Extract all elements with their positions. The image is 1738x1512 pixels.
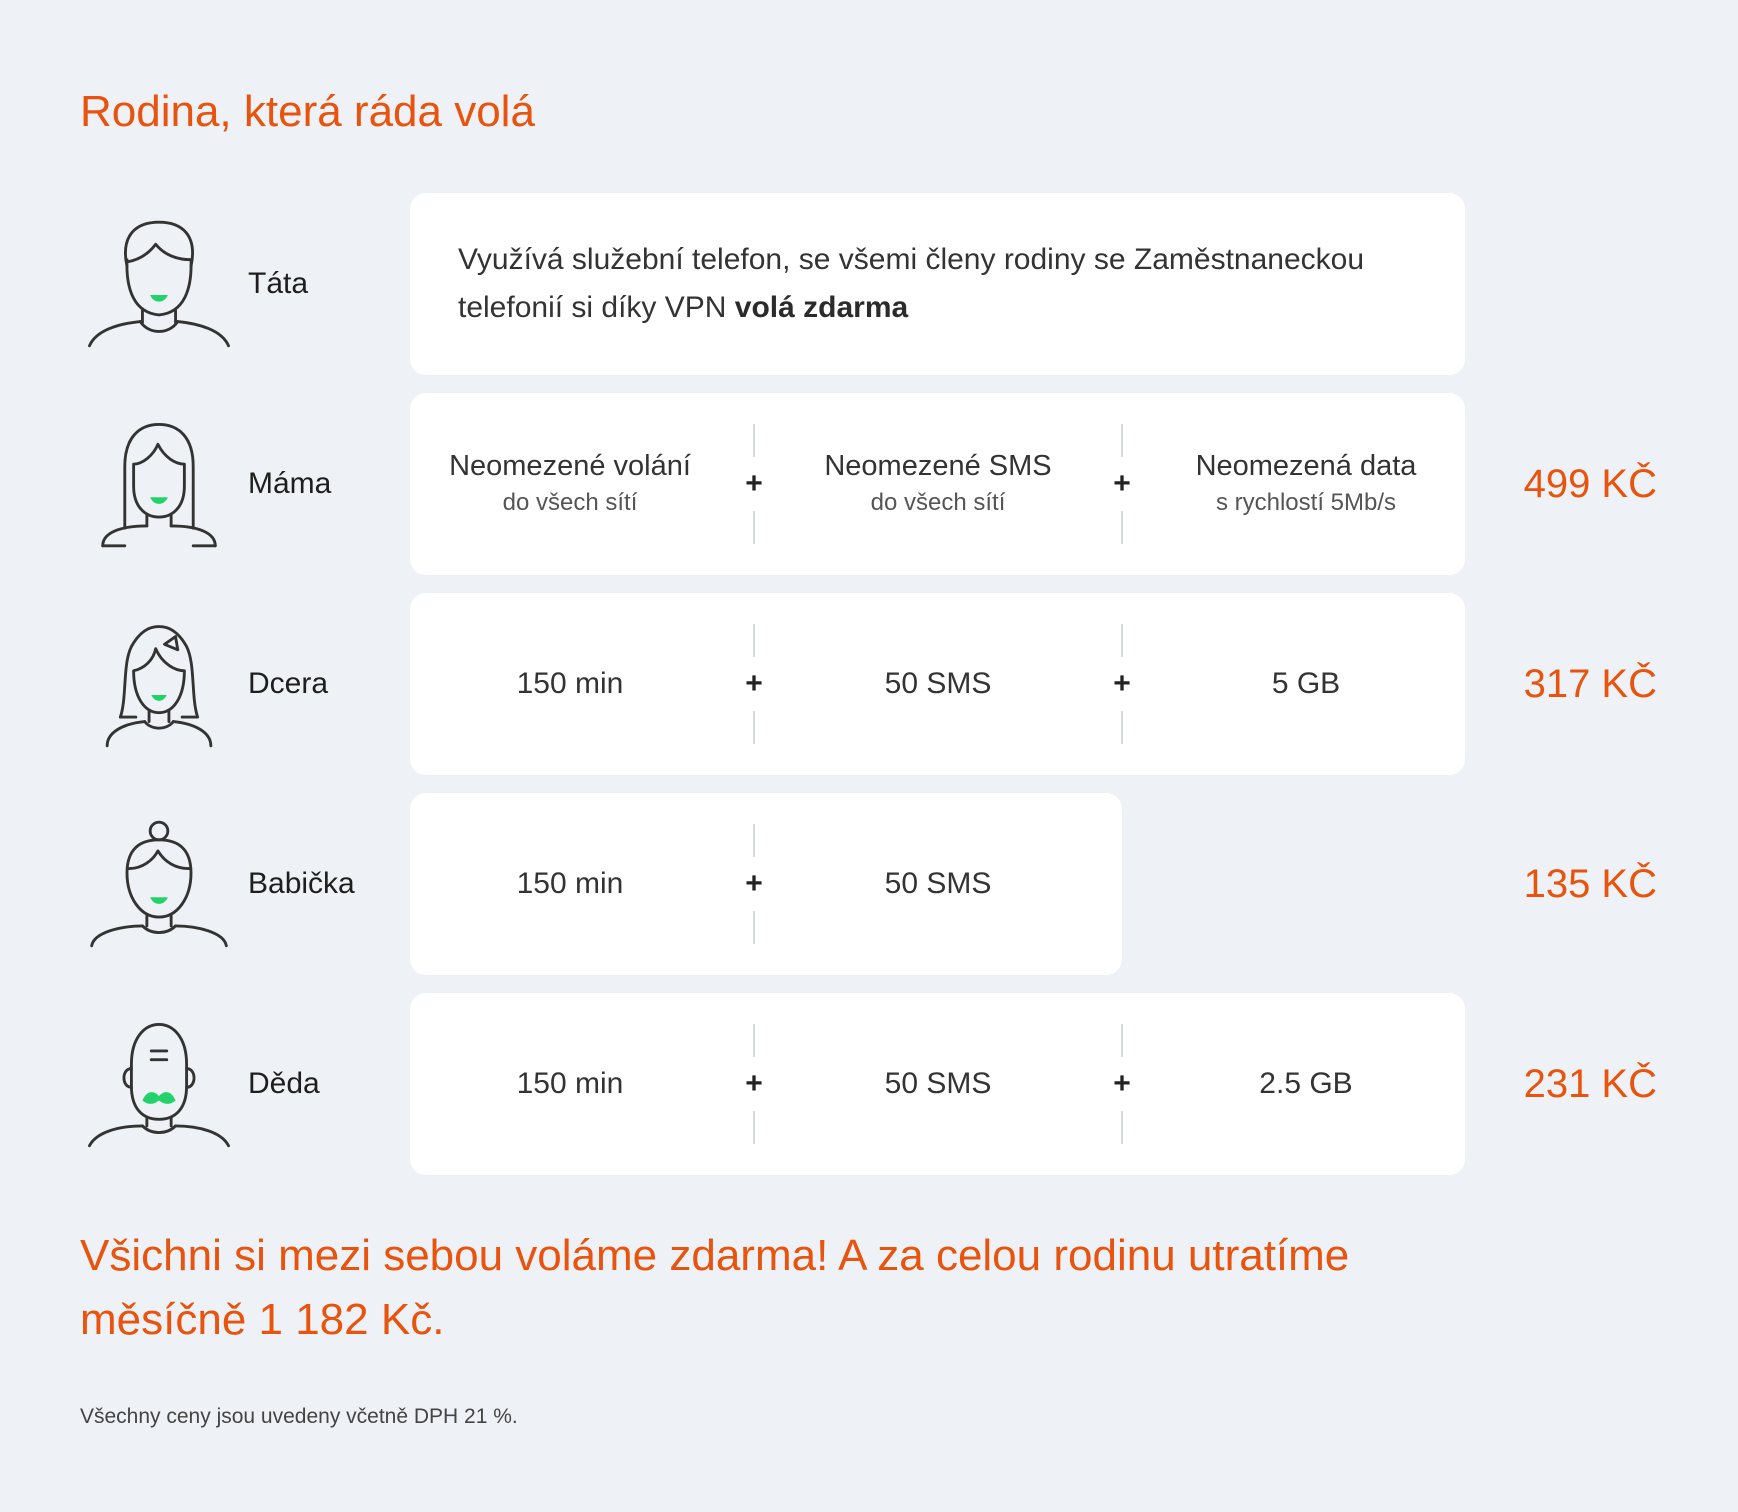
- divider-line: [753, 624, 755, 657]
- plan-cell-calls: [410, 393, 730, 575]
- cell-main-text: Neomezená data: [1195, 450, 1417, 482]
- plan-cell-sms: [778, 393, 1098, 575]
- summary-line-2: měsíčně 1 182 Kč.: [80, 1295, 445, 1344]
- plan-cell-data: [1146, 593, 1466, 775]
- family-row-tata: [0, 193, 1738, 375]
- cell-sub-text: do všech sítí: [870, 489, 1006, 516]
- plan-cell-data: [1146, 993, 1466, 1175]
- plan-price: 499 KČ: [1523, 461, 1657, 506]
- page-title: Rodina, která ráda volá: [80, 87, 535, 136]
- plus-divider: [1102, 624, 1142, 744]
- plan-cell-data: [1146, 393, 1466, 575]
- plan-price: 317 KČ: [1523, 661, 1657, 706]
- member-name: Máma: [248, 467, 332, 500]
- cell-main-text: Neomezené volání: [449, 450, 691, 482]
- plan-card: [410, 593, 1465, 775]
- plus-divider: [734, 824, 774, 944]
- description-line-1: Využívá služební telefon, se všemi členy rodiny se Zaměstnaneckou: [458, 243, 1365, 276]
- cell-main-text: 2.5 GB: [1259, 1067, 1353, 1100]
- plan-cell-calls: [410, 993, 730, 1175]
- plus-divider: [734, 1024, 774, 1144]
- plan-price: 135 KČ: [1523, 861, 1657, 906]
- plus-icon: +: [745, 1067, 763, 1100]
- woman-avatar-icon: [87, 420, 231, 548]
- description-line-2: [458, 284, 1364, 332]
- plus-icon: +: [745, 867, 763, 900]
- family-row-mama: [0, 393, 1738, 575]
- divider-line: [1121, 1111, 1123, 1144]
- man-avatar-icon: [87, 220, 231, 348]
- plus-icon: +: [745, 667, 763, 700]
- plan-card: [410, 193, 1465, 375]
- member-name: Babička: [248, 867, 355, 900]
- divider-line: [753, 1024, 755, 1057]
- member-name: Děda: [248, 1067, 320, 1100]
- member-name: Dcera: [248, 667, 329, 700]
- plus-divider: [734, 624, 774, 744]
- cell-main-text: 5 GB: [1271, 667, 1341, 700]
- cell-sub-text: s rychlostí 5Mb/s: [1215, 489, 1397, 516]
- plus-icon: +: [745, 467, 763, 500]
- plus-divider: [734, 424, 774, 544]
- girl-avatar-icon: [87, 620, 231, 748]
- plan-card: [410, 393, 1465, 575]
- summary-text: [80, 1224, 1349, 1352]
- plus-icon: +: [1113, 467, 1131, 500]
- divider-line: [1121, 424, 1123, 457]
- footnote: Všechny ceny jsou uvedeny včetně DPH 21 %.: [80, 1405, 518, 1428]
- divider-line: [753, 424, 755, 457]
- plan-card: [410, 993, 1465, 1175]
- cell-main-text: 150 min: [516, 667, 624, 700]
- plan-cell-calls: [410, 593, 730, 775]
- plan-card: [410, 793, 1122, 975]
- cell-main-text: 150 min: [516, 867, 624, 900]
- divider-line: [1121, 511, 1123, 544]
- family-row-deda: [0, 993, 1738, 1175]
- member-name: Táta: [248, 267, 309, 300]
- plus-icon: +: [1113, 1067, 1131, 1100]
- cell-main-text: 50 SMS: [884, 1067, 992, 1100]
- summary-line-1: Všichni si mezi sebou voláme zdarma! A za celou rodinu utratíme: [80, 1231, 1350, 1280]
- grandmother-avatar-icon: [87, 820, 231, 948]
- description-text: telefonií si díky VPN: [458, 291, 727, 324]
- cell-sub-text: do všech sítí: [502, 489, 638, 516]
- plan-price: 231 KČ: [1523, 1061, 1657, 1106]
- family-row-dcera: [0, 593, 1738, 775]
- divider-line: [1121, 1024, 1123, 1057]
- plus-icon: +: [1113, 667, 1131, 700]
- divider-line: [753, 824, 755, 857]
- divider-line: [753, 911, 755, 944]
- cell-main-text: 50 SMS: [884, 667, 992, 700]
- plan-cell-calls: [410, 793, 730, 975]
- divider-line: [1121, 711, 1123, 744]
- family-row-babicka: [0, 793, 1738, 975]
- divider-line: [753, 1111, 755, 1144]
- description-bold: volá zdarma: [734, 291, 909, 324]
- plus-divider: [1102, 1024, 1142, 1144]
- divider-line: [753, 511, 755, 544]
- cell-main-text: 50 SMS: [884, 867, 992, 900]
- grandfather-avatar-icon: [87, 1020, 231, 1148]
- cell-main-text: 150 min: [516, 1067, 624, 1100]
- divider-line: [1121, 624, 1123, 657]
- divider-line: [753, 711, 755, 744]
- plan-cell-sms: [778, 593, 1098, 775]
- cell-main-text: Neomezené SMS: [824, 450, 1052, 482]
- plan-cell-sms: [778, 993, 1098, 1175]
- plan-description: [458, 193, 1364, 375]
- plus-divider: [1102, 424, 1142, 544]
- plan-cell-sms: [778, 793, 1098, 975]
